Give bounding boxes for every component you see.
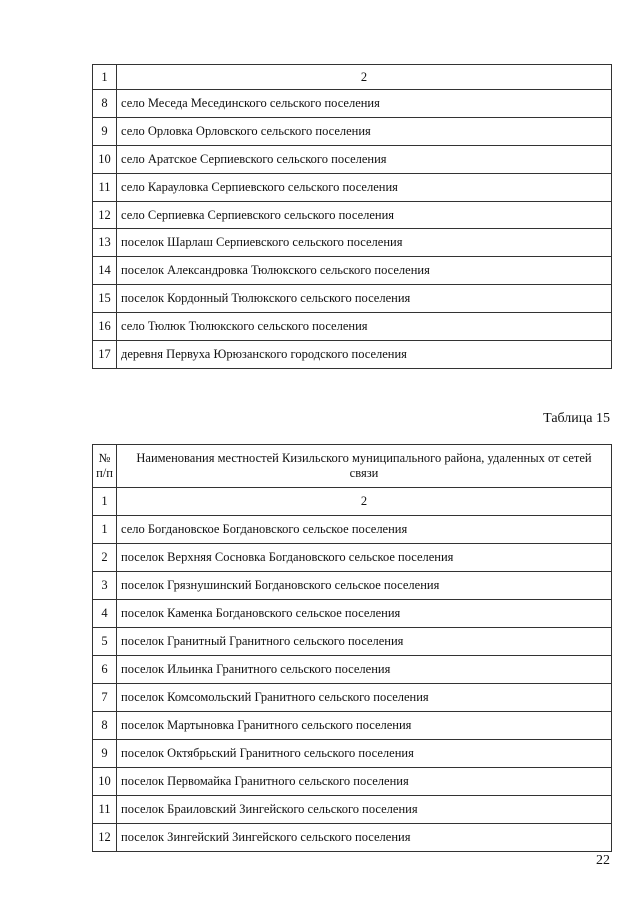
table-header-row (93, 445, 612, 488)
row-number: 17 (93, 341, 117, 369)
localities-table-continued (92, 64, 612, 369)
table-row (93, 257, 612, 285)
row-number: 2 (93, 544, 117, 572)
table-row (93, 544, 612, 572)
locality-name: поселок Первомайка Гранитного сельского поселения (117, 768, 612, 796)
table-row (93, 201, 612, 229)
row-number: 15 (93, 285, 117, 313)
table-row (93, 285, 612, 313)
row-number: 8 (93, 90, 117, 118)
table-row (93, 824, 612, 852)
locality-name: поселок Комсомольский Гранитного сельского поселения (117, 684, 612, 712)
row-number: 10 (93, 768, 117, 796)
table-row (93, 341, 612, 369)
locality-name: поселок Ильинка Гранитного сельского поселения (117, 656, 612, 684)
locality-name: поселок Зингейский Зингейского сельского поселения (117, 824, 612, 852)
column-number-row (93, 488, 612, 516)
locality-name: село Меседа Месединского сельского поселения (117, 90, 612, 118)
locality-name: село Карауловка Серпиевского сельского поселения (117, 173, 612, 201)
row-number: 8 (93, 712, 117, 740)
locality-name: село Серпиевка Серпиевского сельского поселения (117, 201, 612, 229)
locality-name: поселок Каменка Богдановского сельское поселения (117, 600, 612, 628)
locality-name: поселок Грязнушинский Богдановского сельское поселения (117, 572, 612, 600)
row-number: 9 (93, 117, 117, 145)
locality-name: поселок Октябрьский Гранитного сельского поселения (117, 740, 612, 768)
table-row (93, 628, 612, 656)
column-number-1: 1 (93, 488, 117, 516)
table-row (93, 768, 612, 796)
row-number: 11 (93, 173, 117, 201)
locality-name: поселок Верхняя Сосновка Богдановского сельское поселения (117, 544, 612, 572)
table-row (93, 796, 612, 824)
table-caption: Таблица 15 (543, 411, 610, 426)
row-number: 13 (93, 229, 117, 257)
column-number-2: 2 (117, 488, 612, 516)
locality-name: село Орловка Орловского сельского поселения (117, 117, 612, 145)
row-number: 10 (93, 145, 117, 173)
locality-name: поселок Мартыновка Гранитного сельского поселения (117, 712, 612, 740)
page-number: 22 (596, 853, 610, 868)
row-number: 12 (93, 824, 117, 852)
locality-name: поселок Браиловский Зингейского сельского поселения (117, 796, 612, 824)
table-row (93, 229, 612, 257)
table-row (93, 117, 612, 145)
table-row (93, 313, 612, 341)
header-name-cell: Наименования местностей Кизильского муниципального района, удаленных от сетей связи (117, 445, 612, 488)
localities-table-15 (92, 444, 612, 852)
locality-name: поселок Шарлаш Серпиевского сельского поселения (117, 229, 612, 257)
table-row (93, 572, 612, 600)
header-number-cell: № п/п (93, 445, 117, 488)
locality-name: поселок Гранитный Гранитного сельского поселения (117, 628, 612, 656)
locality-name: село Богдановское Богдановского сельское поселения (117, 516, 612, 544)
row-number: 12 (93, 201, 117, 229)
row-number: 16 (93, 313, 117, 341)
table-row (93, 516, 612, 544)
locality-name: поселок Кордонный Тюлюкского сельского поселения (117, 285, 612, 313)
locality-name: село Аратское Серпиевского сельского поселения (117, 145, 612, 173)
table-row (93, 600, 612, 628)
row-number: 6 (93, 656, 117, 684)
row-number: 11 (93, 796, 117, 824)
row-number: 14 (93, 257, 117, 285)
column-number-row (93, 65, 612, 90)
row-number: 7 (93, 684, 117, 712)
row-number: 3 (93, 572, 117, 600)
locality-name: село Тюлюк Тюлюкского сельского поселения (117, 313, 612, 341)
row-number: 9 (93, 740, 117, 768)
table-row (93, 90, 612, 118)
row-number: 4 (93, 600, 117, 628)
column-number-2: 2 (117, 65, 612, 90)
row-number: 5 (93, 628, 117, 656)
table-row (93, 684, 612, 712)
column-number-1: 1 (93, 65, 117, 90)
row-number: 1 (93, 516, 117, 544)
table-row (93, 740, 612, 768)
table-row (93, 145, 612, 173)
table-row (93, 173, 612, 201)
locality-name: поселок Александровка Тюлюкского сельского поселения (117, 257, 612, 285)
table-row (93, 712, 612, 740)
table-row (93, 656, 612, 684)
locality-name: деревня Первуха Юрюзанского городского поселения (117, 341, 612, 369)
